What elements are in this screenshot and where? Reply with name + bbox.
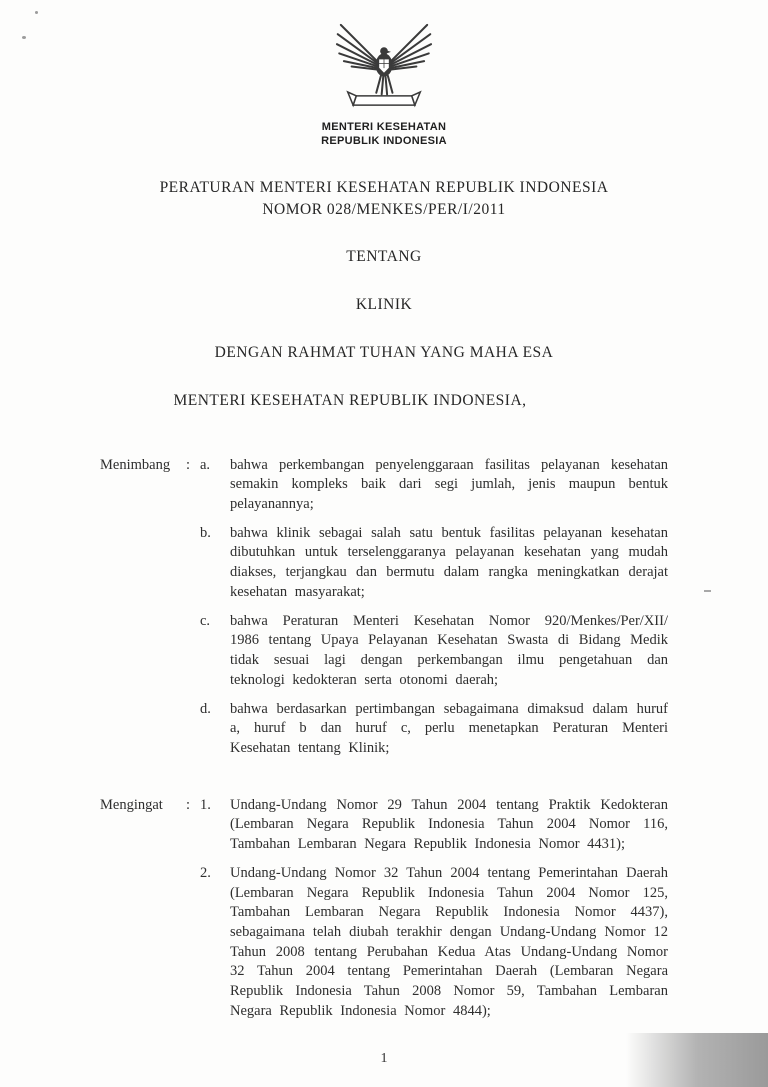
- garuda-pancasila-icon: [330, 18, 438, 112]
- invocation-line: DENGAN RAHMAT TUHAN YANG MAHA ESA: [214, 343, 554, 361]
- clause-marker: c.: [200, 612, 211, 629]
- scan-speck: [22, 36, 26, 39]
- section-gap: [100, 768, 668, 796]
- clause-colon: :: [186, 796, 191, 813]
- clause-text: bahwa Peraturan Menteri Kesehatan Nomor 920/Menkes/Per/XII/ 1986 tentang Upaya Pelayanan Kesehatan Swasta di Bidang Medik tidak sesuai lagi dengan perkembangan ilmu pengetahuan dan teknologi kedokteran serta otonomi daerah;: [230, 612, 668, 688]
- scan-shadow: [626, 1033, 768, 1087]
- clause-label: Menimbang: [100, 456, 171, 473]
- clause-marker: a.: [200, 456, 211, 473]
- garuda-emblem: [0, 0, 768, 117]
- clause-label: [100, 612, 186, 691]
- clause-row: [100, 796, 668, 855]
- clause-row: [100, 524, 668, 603]
- tentang-label: TENTANG: [346, 247, 422, 265]
- clause-text: Undang-Undang Nomor 32 Tahun 2004 tentang Pemerintahan Daerah (Lembaran Negara Republik Indonesia Tahun 2004 Nomor 125, Tambahan Lembaran Negara Republik Indonesia Nomor 4437), sebagaimana telah diubah terakhir dengan Undang-Undang Nomor 12 Tahun 2008 tentang Perubahan Kedua Atas Undang-Undang Nomor 32 Tahun 2004 tentang Pemerintahan Daerah (Lembaran Negara Republik Indonesia Tahun 2008 Nomor 59, Tambahan Lembaran Negara Republik Indonesia Nomor 4844);: [230, 864, 668, 1019]
- clause-row: [100, 612, 668, 691]
- clause-row: [100, 700, 668, 759]
- clause-label: [100, 700, 186, 759]
- regulation-title: PERATURAN MENTERI KESEHATAN REPUBLIK INDONESIA: [159, 178, 609, 196]
- subject-title: KLINIK: [355, 295, 413, 313]
- clause-label: [100, 864, 186, 1022]
- clause-label: [100, 524, 186, 603]
- authority-line: MENTERI KESEHATAN REPUBLIK INDONESIA,: [173, 391, 527, 409]
- clause-marker: 2.: [200, 864, 211, 881]
- clause-colon: [186, 612, 200, 691]
- letterhead-ministry: MENTERI KESEHATAN: [321, 121, 447, 133]
- clause-marker: 1.: [200, 796, 211, 813]
- scan-speck: [35, 11, 38, 14]
- clause-text: bahwa klinik sebagai salah satu bentuk fasilitas pelayanan kesehatan dibutuhkan untuk terselenggaranya pelayanan kesehatan yang mudah diakses, terjangkau dan bermutu dalam rangka meningkatkan derajat kesehatan masyarakat;: [230, 524, 668, 600]
- clause-text: bahwa berdasarkan pertimbangan sebagaimana dimaksud dalam huruf a, huruf b dan huruf c, perlu menetapkan Peraturan Menteri Kesehatan tentang Klinik;: [230, 700, 668, 756]
- page-number: 1: [380, 1051, 388, 1066]
- clauses: [100, 456, 668, 1022]
- clause-text: Undang-Undang Nomor 29 Tahun 2004 tentang Praktik Kedokteran (Lembaran Negara Republik Indonesia Tahun 2004 Nomor 116, Tambahan Lembaran Negara Republik Indonesia Nomor 4431);: [230, 796, 668, 853]
- scan-mark: [704, 590, 711, 592]
- title-block: [0, 179, 768, 410]
- regulation-number: NOMOR 028/MENKES/PER/I/2011: [262, 200, 506, 218]
- clause-colon: [186, 700, 200, 759]
- letterhead-country: REPUBLIK INDONESIA: [321, 135, 447, 148]
- clause-row: [100, 456, 668, 515]
- clause-row: [100, 864, 668, 1022]
- clause-colon: [186, 524, 200, 603]
- letterhead: [0, 120, 768, 149]
- clause-marker: d.: [200, 700, 211, 717]
- clause-label: Mengingat: [100, 796, 163, 813]
- clause-colon: :: [186, 456, 191, 473]
- clause-text: bahwa perkembangan penyelenggaraan fasilitas pelayanan kesehatan semakin kompleks baik dari segi jumlah, jenis maupun bentuk pelayanannya;: [230, 456, 668, 513]
- clause-marker: b.: [200, 524, 211, 541]
- clause-colon: [186, 864, 200, 1022]
